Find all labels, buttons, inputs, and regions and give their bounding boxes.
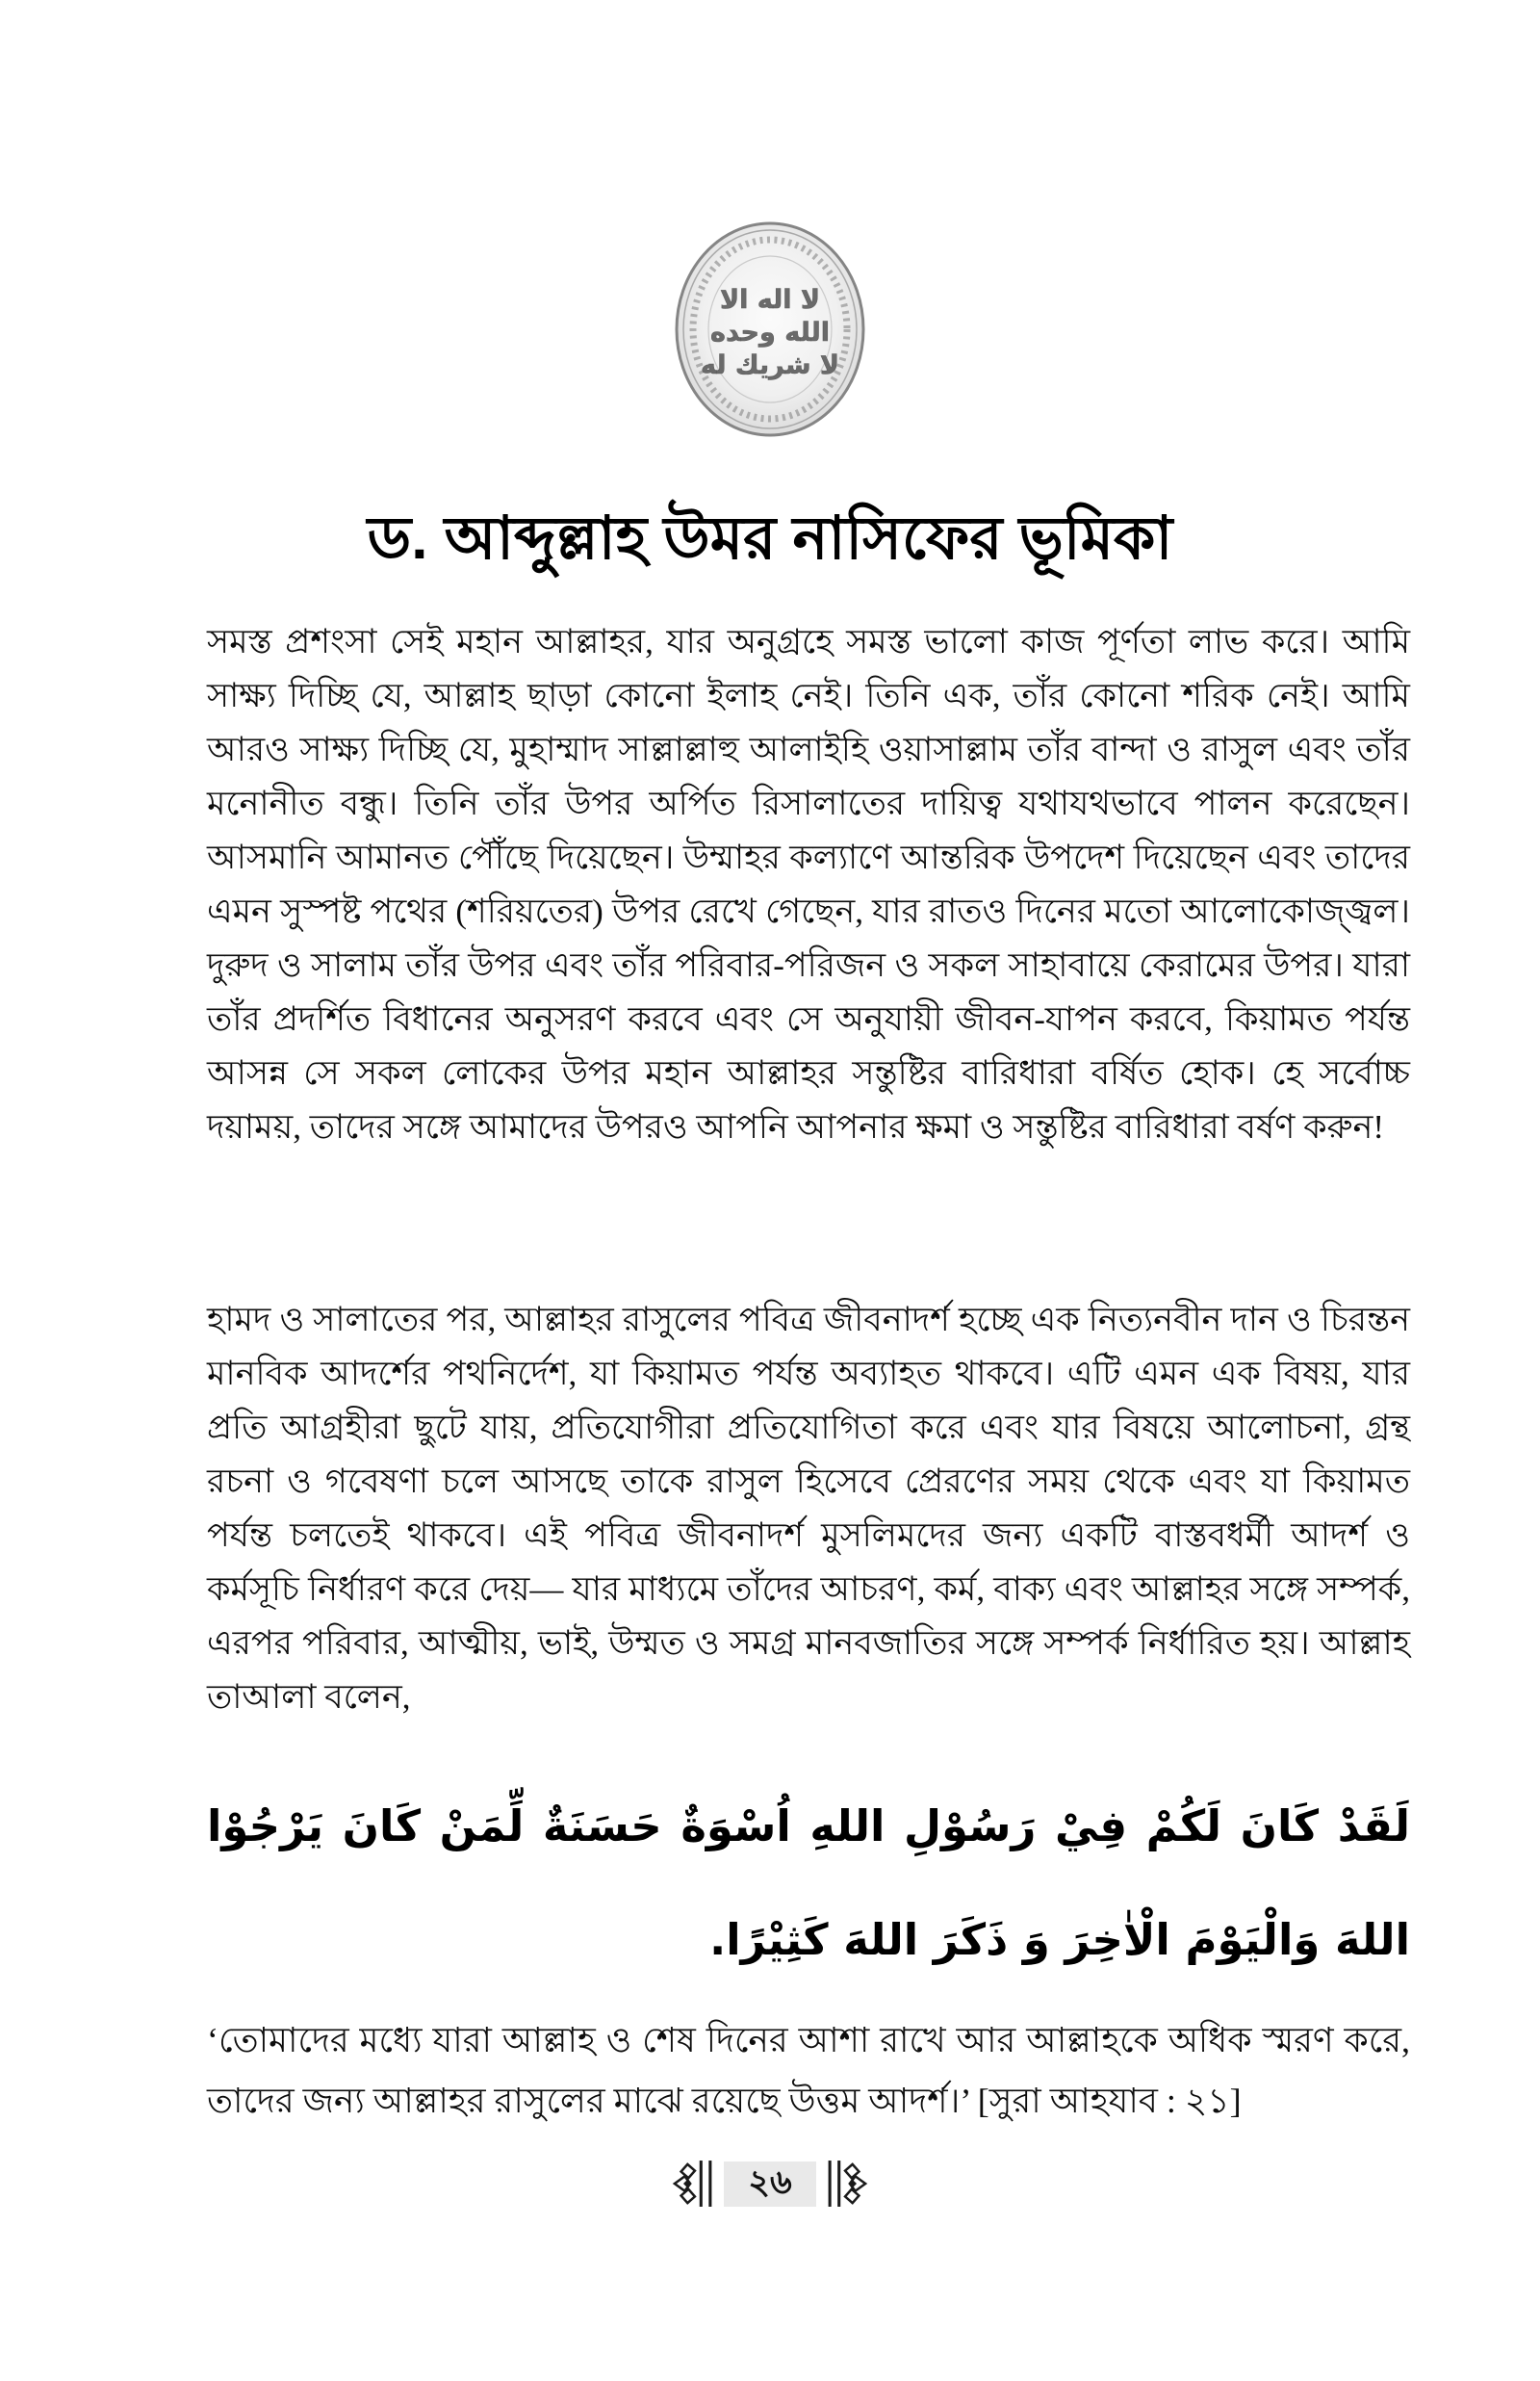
page-footer xyxy=(0,2157,1540,2211)
coin-inscription-line: لا شريك له xyxy=(700,350,840,380)
arabic-verse xyxy=(207,1770,1410,1997)
page-title: ড. আব্দুল্লাহ উমর নাসিফের ভূমিকা xyxy=(367,505,1173,572)
arabic-verse-line2: اللهَ كَثِيْرًا. xyxy=(709,1914,919,1965)
footer-ornament-right-icon xyxy=(824,2157,868,2211)
coin-image xyxy=(672,220,868,439)
coin-inscription-line: لا اله الا xyxy=(719,285,821,315)
footer-ornament-left-icon xyxy=(672,2157,716,2211)
coin-graphic xyxy=(672,220,868,439)
intro-paragraph-2: হামদ ও সালাতের পর, আল্লাহর রাসুলের পবিত্র জীবনাদর্শ হচ্ছে এক নিত্যনবীন দান ও চিরন্তন মানবিক আদর্শের পথনির্দেশ, যা কিয়ামত পর্যন্ত অব্যাহত থাকবে। এটি এমন এক বিষয়, যার প্রতি আগ্রহীরা ছুটে যায়, প্রতিযোগীরা প্রতিযোগিতা করে এবং যার বিষয়ে আলোচনা, গ্রন্থ রচনা ও গবেষণা চলে আসছে তাকে রাসুল হিসেবে প্রেরণের সময় থেকে এবং যা কিয়ামত পর্যন্ত চলতেই থাকবে। এই পবিত্র জীবনাদর্শ মুসলিমদের জন্য একটি বাস্তবধর্মী আদর্শ ও কর্মসূচি নির্ধারণ করে দেয়— যার মাধ্যমে তাঁদের আচরণ, কর্ম, বাক্য এবং আল্লাহর সঙ্গে সম্পর্ক, এরপর পরিবার, আত্মীয়, ভাই, উম্মত ও সমগ্র মানবজাতির সঙ্গে সম্পর্ক নির্ধারিত হয়। আল্লাহ তাআলা বলেন, xyxy=(207,1301,1410,1716)
coin-inscription-line: الله وحده xyxy=(710,318,830,348)
arabic-verse-line1: لَقَدْ كَانَ لَكُمْ فِيْ رَسُوْلِ اللهِ اُسْوَةٌ حَسَنَةٌ لِّمَنْ كَانَ يَرْجُوْا اللهَ وَالْيَوْمَ الْاٰخِرَ وَ ذَكَرَ xyxy=(207,1800,1410,1965)
translation-quote: ‘তোমাদের মধ্যে যারা আল্লাহ ও শেষ দিনের আশা রাখে আর আল্লাহকে অধিক স্মরণ করে, তাদের জন্য আল্লাহর রাসুলের মাঝে রয়েছে উত্তম আদর্শ।’ xyxy=(207,2021,1410,2120)
translation-paragraph xyxy=(207,2010,1410,2132)
intro-paragraph-1: সমস্ত প্রশংসা সেই মহান আল্লাহর, যার অনুগ্রহে সমস্ত ভালো কাজ পূর্ণতা লাভ করে। আমি সাক্ষ্য দিচ্ছি যে, আল্লাহ ছাড়া কোনো ইলাহ নেই। তিনি এক, তাঁর কোনো শরিক নেই। আমি আরও সাক্ষ্য দিচ্ছি যে, মুহাম্মাদ সাল্লাল্লাহু আলাইহি ওয়াসাল্লাম তাঁর বান্দা ও রাসুল এবং তাঁর মনোনীত বন্ধু। তিনি তাঁর উপর অর্পিত রিসালাতের দায়িত্ব যথাযথভাবে পালন করেছেন। আসমানি আমানত পৌঁছে দিয়েছেন। উম্মাহর কল্যাণে আন্তরিক উপদেশ দিয়েছেন এবং তাদের এমন সুস্পষ্ট পথের (শরিয়তের) উপর রেখে গেছেন, যার রাতও দিনের মতো আলোকোজ্জ্বল। দুরুদ ও সালাম তাঁর উপর এবং তাঁর পরিবার-পরিজন ও সকল সাহাবায়ে কেরামের উপর। যারা তাঁর প্রদর্শিত বিধানের অনুসরণ করবে এবং সে অনুযায়ী জীবন-যাপন করবে, কিয়ামত পর্যন্ত আসন্ন সে সকল লোকের উপর মহান আল্লাহর সন্তুষ্টির বারিধারা বর্ষিত হোক। হে সর্বোচ্চ দয়াময়, তাদের সঙ্গে আমাদের উপরও আপনি আপনার ক্ষমা ও সন্তুষ্টির বারিধারা বর্ষণ করুন! xyxy=(207,623,1410,1146)
verse-citation: [সুরা আহযাব : ২১] xyxy=(977,2082,1242,2120)
page-number: ২৬ xyxy=(724,2161,816,2207)
